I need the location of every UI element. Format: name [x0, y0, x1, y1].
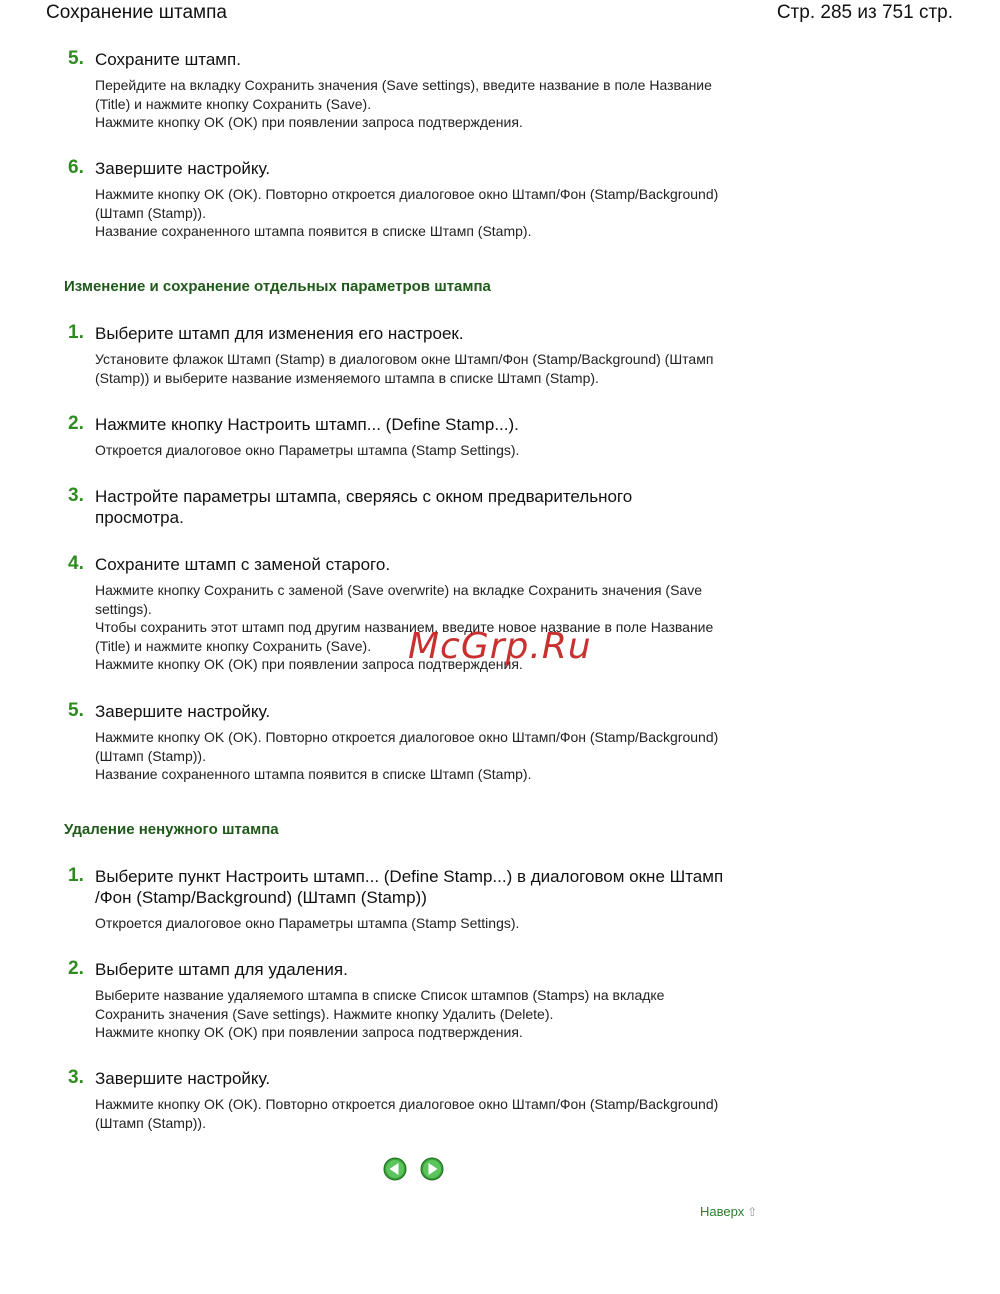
- step-line: Название сохраненного штампа появится в списке Штамп (Stamp).: [95, 766, 532, 782]
- step-number: 1.: [68, 865, 84, 886]
- step-number: 1.: [68, 322, 84, 343]
- step-number: 5.: [68, 48, 84, 69]
- step-line: Нажмите кнопку OK (OK). Повторно откроется диалоговое окно Штамп/Фон (Stamp/Background): [95, 186, 719, 202]
- step-line: Нажмите кнопку OK (OK). Повторно откроется диалоговое окно Штамп/Фон (Stamp/Background): [95, 729, 719, 745]
- step-line: (Stamp)) и выберите название изменяемого штампа в списке Штамп (Stamp).: [95, 369, 599, 386]
- step-number: 6.: [68, 157, 84, 178]
- step-body: [95, 441, 765, 460]
- step-body: [95, 914, 765, 933]
- step-body: [95, 350, 765, 387]
- step-line: (Штамп (Stamp)).: [95, 747, 206, 764]
- page-header: [0, 0, 1000, 30]
- step-body: [95, 76, 765, 132]
- step-title: Выберите штамп для удаления.: [95, 960, 348, 979]
- step-body: [95, 1095, 765, 1132]
- step-line: Сохранить значения (Save settings). Нажмите кнопку Удалить (Delete).: [95, 1005, 554, 1022]
- step-title-line: просмотра.: [95, 508, 184, 527]
- step-title: Сохраните штамп с заменой старого.: [95, 555, 391, 574]
- step-number: 5.: [68, 700, 84, 721]
- step-line: settings).: [95, 600, 152, 617]
- step-number: 4.: [68, 553, 84, 574]
- step-line: Перейдите на вкладку Сохранить значения (Save settings), введите название в поле Название: [95, 77, 712, 93]
- step-line: (Штамп (Stamp)).: [95, 1114, 206, 1131]
- step-body: [95, 986, 765, 1042]
- step-line: Нажмите кнопку OK (OK) при появлении запроса подтверждения.: [95, 656, 523, 672]
- step-line: (Title) и нажмите кнопку Сохранить (Save).: [95, 95, 372, 112]
- step-line: Нажмите кнопку OK (OK) при появлении запроса подтверждения.: [95, 1024, 523, 1040]
- step-line: (Title) и нажмите кнопку Сохранить (Save).: [95, 637, 372, 654]
- step-title: Завершите настройку.: [95, 702, 271, 721]
- arrow-left-circle-icon[interactable]: [383, 1157, 407, 1181]
- step-number: 3.: [68, 485, 84, 506]
- step-title: Нажмите кнопку Настроить штамп... (Define Stamp...).: [95, 415, 519, 434]
- page-navigation: [383, 1157, 453, 1183]
- arrow-right-circle-icon[interactable]: [420, 1157, 444, 1181]
- step-line: Откроется диалоговое окно Параметры штампа (Stamp Settings).: [95, 442, 520, 458]
- step-line: Чтобы сохранить этот штамп под другим названием, введите новое название в поле Название: [95, 619, 714, 635]
- step-number: 2.: [68, 413, 84, 434]
- step-title-line: Выберите пункт Настроить штамп... (Define Stamp...) в диалоговом окне Штамп: [95, 867, 724, 886]
- arrow-up-icon: ⇧: [747, 1205, 758, 1219]
- step-line: Нажмите кнопку Сохранить с заменой (Save overwrite) на вкладке Сохранить значения (Save: [95, 582, 703, 598]
- step-title: Сохраните штамп.: [95, 50, 241, 69]
- step-line: Установите флажок Штамп (Stamp) в диалоговом окне Штамп/Фон (Stamp/Background) (Штамп: [95, 351, 714, 367]
- watermark: McGrp.Ru: [408, 626, 592, 667]
- step-line: Выберите название удаляемого штампа в списке Список штампов (Stamps) на вкладке: [95, 987, 665, 1003]
- step-title: Выберите штамп для изменения его настроек.: [95, 324, 464, 343]
- step-body: [95, 728, 765, 784]
- step-number: 3.: [68, 1067, 84, 1088]
- step-line: Откроется диалоговое окно Параметры штампа (Stamp Settings).: [95, 915, 520, 931]
- step-title: [95, 486, 765, 528]
- step-title: Завершите настройку.: [95, 1069, 271, 1088]
- page-counter: Стр. 285 из 751 стр.: [776, 2, 953, 23]
- page-title: Сохранение штампа: [46, 2, 227, 23]
- section-heading: Удаление ненужного штампа: [64, 821, 279, 838]
- step-title: [95, 866, 765, 908]
- back-to-top-label: Наверх: [700, 1204, 745, 1219]
- step-line: Нажмите кнопку OK (OK) при появлении запроса подтверждения.: [95, 114, 523, 130]
- section-heading: Изменение и сохранение отдельных параметров штампа: [64, 278, 491, 295]
- step-title: Завершите настройку.: [95, 159, 271, 178]
- step-line: Название сохраненного штампа появится в списке Штамп (Stamp).: [95, 223, 532, 239]
- step-title-line: /Фон (Stamp/Background) (Штамп (Stamp)): [95, 888, 427, 907]
- step-number: 2.: [68, 958, 84, 979]
- step-body: [95, 185, 765, 241]
- step-line: (Штамп (Stamp)).: [95, 204, 206, 221]
- step-title-line: Настройте параметры штампа, сверяясь с окном предварительного: [95, 487, 633, 506]
- step-line: Нажмите кнопку OK (OK). Повторно откроется диалоговое окно Штамп/Фон (Stamp/Background): [95, 1096, 719, 1112]
- back-to-top-link[interactable]: [700, 1204, 757, 1219]
